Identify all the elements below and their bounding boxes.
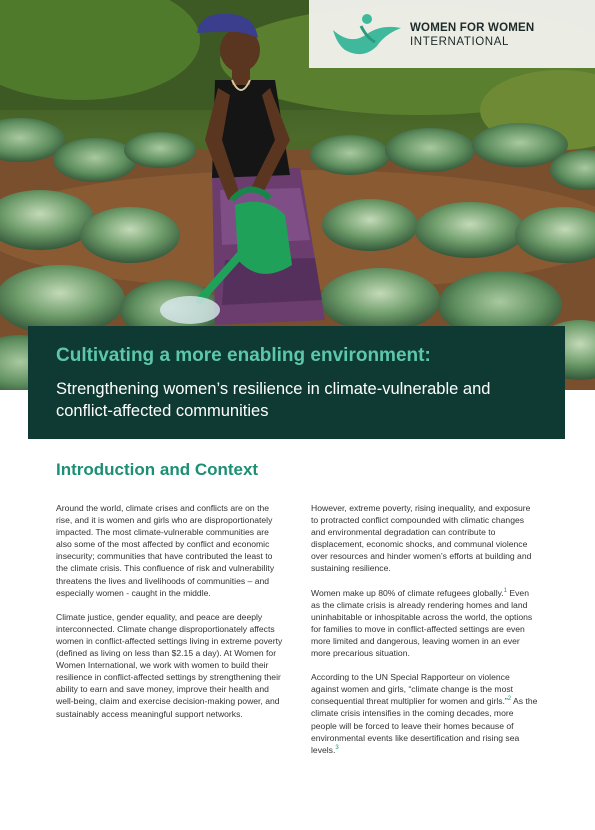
paragraph-text: Women make up 80% of climate refugees globally. [311, 587, 504, 598]
right-column [311, 502, 539, 768]
paragraph: Climate justice, gender equality, and peace are deeply interconnected. Climate change disproportionately affects women in conflict-affected settings living in extreme poverty (defined as living on less than $2.15 a day). At Women for Women International, we work with women to build their resilience in conflict-affected settings by strengthening their ability to earn and save money, improve their health and well-being, claim and exercise decision-making power, and sustainably access meaningful support networks. [56, 611, 283, 719]
paragraph: Around the world, climate crises and conflicts are on the rise, and it is women and girls who are disproportionately impacted. The most climate-vulnerable communities are also some of the most affected by conflict and economic insecurity; communities that have contributed the least to the climate crisis. This confluence of risk and vulnerability threatens the lives and livelihoods of communities – and especially women - caught in the middle. [56, 503, 275, 598]
paragraph-text: According to the UN Special Rapporteur on violence against women and girls, “climate change is the most consequential threat multiplier for women and girls.” [311, 672, 514, 707]
footnote-marker[interactable]: 1 [503, 587, 508, 594]
paragraph-text: As the climate crisis intensifies in the coming decades, more people will be forced to leave their homes because of environmental events like desertification and rising sea levels. [311, 696, 538, 755]
page-title: Cultivating a more enabling environment: [56, 345, 431, 366]
section-heading: Introduction and Context [56, 460, 259, 479]
paragraph-text: Even as the climate crisis is already rendering homes and land uninhabitable or inhospitable across the world, the options for families to move in conflict-affected settings are even more limited and dangerous, leaving women in an ever more precarious situation. [311, 587, 533, 659]
organization-name-line1: WOMEN FOR WOMEN [410, 22, 535, 34]
left-column [56, 502, 284, 732]
organization-name [410, 21, 534, 49]
paragraph: However, extreme poverty, rising inequality, and exposure to protracted conflict compounded with climatic changes and environmental degradation can contribute to displacement, economic shocks, and communal violence over resources and hinder women’s efforts at building and sustaining resilience. [311, 503, 532, 574]
footnote-marker[interactable]: 3 [335, 744, 339, 751]
organization-name-line2: INTERNATIONAL [410, 36, 509, 48]
organization-logo-icon [331, 12, 403, 58]
paragraph [311, 671, 539, 756]
title-banner [28, 326, 565, 439]
page-subtitle: Strengthening women’s resilience in climate-vulnerable and conflict-affected communities [56, 380, 491, 420]
logo-banner [309, 0, 595, 68]
footnote-marker[interactable]: 2 [507, 696, 512, 703]
paragraph [311, 587, 539, 660]
